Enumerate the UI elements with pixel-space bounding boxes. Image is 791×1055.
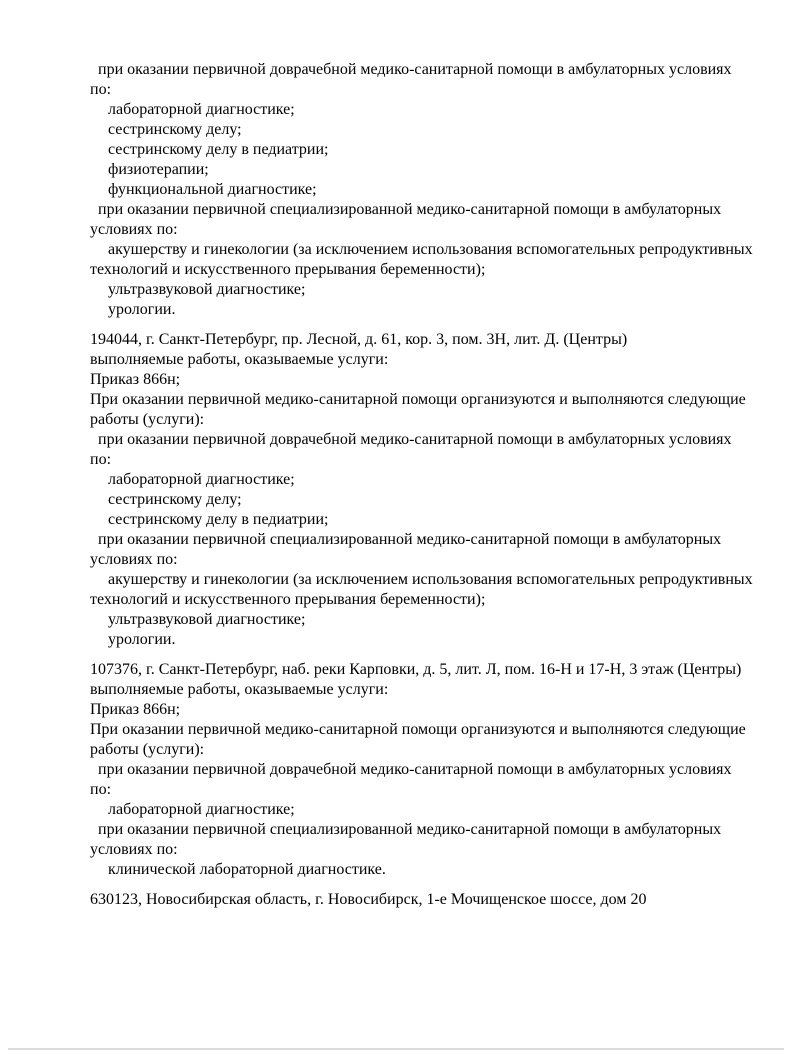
document-line: Приказ 866н;	[90, 371, 181, 388]
document-line: работы (услуги):	[90, 741, 205, 758]
document-line: физиотерапии;	[108, 161, 209, 178]
document-line: акушерству и гинекологии (за исключением использования вспомогательных репродуктивных	[108, 571, 753, 588]
document-line: 194044, г. Санкт-Петербург, пр. Лесной, д. 61, кор. 3, пом. 3Н, лит. Д. (Центры)	[90, 331, 628, 348]
document-line: сестринскому делу в педиатрии;	[108, 511, 329, 528]
document-line: урологии.	[108, 301, 176, 318]
blank-line	[90, 320, 755, 330]
document-line: технологий и искусственного прерывания беременности);	[90, 261, 486, 278]
document-line: условиях по:	[90, 841, 178, 858]
document-line: по:	[90, 451, 112, 468]
document-line: При оказании первичной медико-санитарной помощи организуются и выполняются следующие	[90, 721, 746, 738]
document-line: функциональной диагностике;	[108, 181, 317, 198]
document-line: лабораторной диагностике;	[108, 101, 295, 118]
document-line: при оказании первичной специализированной медико-санитарной помощи в амбулаторных	[98, 201, 722, 218]
document-line: При оказании первичной медико-санитарной помощи организуются и выполняются следующие	[90, 391, 746, 408]
document-line: условиях по:	[90, 221, 178, 238]
document-line: при оказании первичной доврачебной медико-санитарной помощи в амбулаторных условиях	[98, 61, 732, 78]
document-line: технологий и искусственного прерывания беременности);	[90, 591, 486, 608]
document-line: работы (услуги):	[90, 411, 205, 428]
document-line: по:	[90, 81, 112, 98]
blank-line	[90, 880, 755, 890]
document-line: лабораторной диагностике;	[108, 801, 295, 818]
document-line: ультразвуковой диагностике;	[108, 611, 306, 628]
document-line: Приказ 866н;	[90, 701, 181, 718]
document-line: при оказании первичной специализированной медико-санитарной помощи в амбулаторных	[98, 821, 722, 838]
document-line: выполняемые работы, оказываемые услуги:	[90, 351, 389, 368]
document-line: ультразвуковой диагностике;	[108, 281, 306, 298]
document-line: акушерству и гинекологии (за исключением использования вспомогательных репродуктивных	[108, 241, 753, 258]
document-line: выполняемые работы, оказываемые услуги:	[90, 681, 389, 698]
document-line: по:	[90, 781, 112, 798]
document-line: 107376, г. Санкт-Петербург, наб. реки Карповки, д. 5, лит. Л, пом. 16-Н и 17-Н, 3 этаж (Центры)	[90, 661, 742, 678]
page-bottom-divider	[8, 1048, 784, 1050]
document-body	[90, 60, 755, 910]
blank-line	[90, 650, 755, 660]
document-line: при оказании первичной специализированной медико-санитарной помощи в амбулаторных	[98, 531, 722, 548]
document-line: сестринскому делу;	[108, 121, 242, 138]
document-line: урологии.	[108, 631, 176, 648]
document-line: сестринскому делу в педиатрии;	[108, 141, 329, 158]
document-line: при оказании первичной доврачебной медико-санитарной помощи в амбулаторных условиях	[98, 431, 732, 448]
document-line: лабораторной диагностике;	[108, 471, 295, 488]
document-line: 630123, Новосибирская область, г. Новосибирск, 1-е Мочищенское шоссе, дом 20	[90, 891, 647, 908]
document-line: клинической лабораторной диагностике.	[108, 861, 386, 878]
document-line: условиях по:	[90, 551, 178, 568]
document-line: при оказании первичной доврачебной медико-санитарной помощи в амбулаторных условиях	[98, 761, 732, 778]
document-line: сестринскому делу;	[108, 491, 242, 508]
